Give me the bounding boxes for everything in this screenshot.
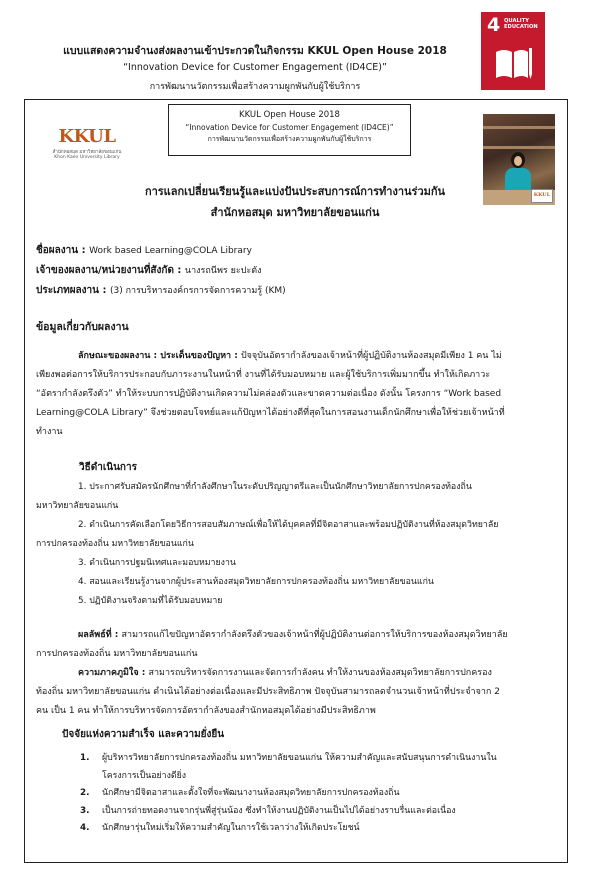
nature-line [36,347,556,366]
section-heading: การแลกเปลี่ยนเรียนรู้และแบ่งปันประสบการณ์การทำงานร่วมกัน [144,185,446,198]
method-item: 2. ดำเนินการคัดเลือกโดยวิธีการสอบสัมภาษณ์เพื่อให้ได้บุคคลที่มีจิตอาสาและพร้อมปฏิบัติงานที่ห้องสมุดวิทยาลัย [78,520,499,530]
owner-row [36,263,261,278]
event-title-line3: การพัฒนานวัตกรรมเพื่อสร้างความผูกพันกับผู้ใช้บริการ [207,135,372,143]
nature-paragraph [36,347,556,442]
info-section-title: ข้อมูลเกี่ยวกับผลงาน [36,321,129,333]
photo-plaque: KKUL [531,189,553,203]
owner-label: เจ้าของผลงาน/หน่วยงานที่สังกัด : [36,265,185,276]
success-item-number: 4. [80,823,90,833]
document-tagline: การพัฒนานวัตกรรมเพื่อสร้างความผูกพันกับผู้ใช้บริการ [149,82,361,92]
nature-line: Learning@COLA Library” จึงช่วยตอบโจทย์และแก้ปัญหาได้อย่างดีที่สุดในการสอนงานเด็กนักศึกษาเพื่อให้ช่วยเจ้าหน้าที่ [36,408,505,418]
success-item-text: นักศึกษามีจิตอาสาและตั้งใจที่จะพัฒนางานห้องสมุดวิทยาลัยการปกครองท้องถิ่น [102,788,400,798]
success-item [80,803,558,821]
pride-text: สามารถบริหารจัดการงานและจัดการกำลังคน ทำให้งานของห้องสมุดวิทยาลัยการปกครอง [148,668,492,678]
method-item-cont: มหาวิทยาลัยขอนแก่น [36,501,119,511]
success-item [80,820,558,838]
success-item-text: เป็นการถ่ายทอดงานจากรุ่นพี่สู่รุ่นน้อง ซึ่งทำให้งานปฏิบัติงานเป็นไปได้อย่างราบรื่นและต่อเนื่อง [102,805,456,816]
success-item [80,750,558,785]
type-label: ประเภทผลงาน : [36,285,110,296]
pride-line: คน เป็น 1 คน ทำให้การบริหารจัดการอัตรากำลังของสำนักหอสมุดได้อย่างมีประสิทธิภาพ [36,706,376,716]
type-row [36,283,286,298]
work-name-row [36,243,252,258]
outcome-line [36,626,556,645]
work-name-value: Work based Learning@COLA Library [89,246,252,256]
outcome-text: สามารถแก้ไขปัญหาอัตรากำลังตรึงตัวของเจ้าหน้าที่ผู้ปฏิบัติงานต่อการให้บริการของห้องสมุดวิทยาลัย [121,630,508,640]
owner-value: นางรถนีพร ยะปะตัง [184,266,262,276]
sdg-label [504,18,538,30]
photo-shelf [483,126,555,129]
success-item-text: นักศึกษารุ่นใหม่เริ่มให้ความสำคัญในการใช้เวลาว่างให้เกิดประโยชน์ [102,823,360,833]
sdg-quality-education-badge [481,12,545,90]
method-item: 1. ประกาศรับสมัครนักศึกษาที่กำลังศึกษาในระดับปริญญาตรีและเป็นนักศึกษาวิทยาลัยการปกครองท้องถิ่น [78,482,472,492]
logo-english-name: Khon Kaen University Library [54,155,120,160]
pride-label: ความภาคภูมิใจ : [78,668,149,678]
pride-line: ท้องถิ่น มหาวิทยาลัยขอนแก่น ดำเนินได้อย่างต่อเนื่องและมีประสิทธิภาพ ปัจจุบันสามารถลดจำนวนเจ้าหน้าที่ประจำจาก 2 [36,687,500,697]
presenter-photo [483,114,555,205]
sdg-label-line2: EDUCATION [504,24,538,30]
method-item: 3. ดำเนินการปฐมนิเทศและมอบหมายงาน [78,558,236,568]
method-list [36,478,556,611]
results-paragraph [36,626,556,721]
logo-mark: KKUL [58,126,116,147]
nature-line: “อัตรากำลังตรึงตัว” ทำให้ระบบการปฏิบัติงานเกิดความไม่คล่องตัวและขาดความต่อเนื่อง ดังนั้น โครงการ “Work based [36,389,502,399]
logo-thai-name: สำนักหอสมุด มหาวิทยาลัยขอนแก่น [52,150,122,155]
method-item-cont: การปกครองท้องถิ่น มหาวิทยาลัยขอนแก่น [36,539,194,549]
method-item: 5. ปฏิบัติงานจริงตามที่ได้รับมอบหมาย [78,596,223,606]
success-item [80,785,558,803]
kkul-logo [52,126,122,160]
event-title-line1: KKUL Open House 2018 [239,110,340,120]
success-item-number: 3. [80,805,90,816]
nature-label: ลักษณะของผลงาน : ประเด็นของปัญหา : [78,351,241,361]
success-list [80,750,558,838]
pride-line [36,664,556,683]
success-item-number: 1. [80,753,90,763]
outcome-line: การปกครองท้องถิ่น มหาวิทยาลัยขอนแก่น [36,649,198,659]
success-title: ปัจจัยแห่งความสำเร็จ และความยั่งยืน [62,729,225,740]
method-title: วิธีดำเนินการ [79,462,137,473]
success-item-number: 2. [80,788,90,798]
nature-line: เพียงพอต่อการให้บริการประกอบกับภาระงานในหน้าที่ งานที่ได้รับมอบหมาย และผู้ใช้บริการเพิ่มมากขึ้น ทำให้เกิดภาวะ [36,370,491,380]
event-title-line2: “Innovation Device for Customer Engagement (ID4CE)” [185,123,394,132]
photo-shelf [483,146,555,149]
document-title: แบบแสดงความจำนงส่งผลงานเข้าประกวดในกิจกรรม KKUL Open House 2018 [63,45,447,57]
nature-text: ปัจจุบันอัตรากำลังของเจ้าหน้าที่ผู้ปฏิบัติงานห้องสมุดมีเพียง 1 คน ไม่ [240,351,502,361]
type-value: (3) การบริหารองค์กรการจัดการความรู้ (KM) [109,286,286,296]
section-heading-org: สำนักหอสมุด มหาวิทยาลัยขอนแก่น [210,206,380,219]
outcome-label: ผลลัพธ์ที่ : [78,630,122,640]
photo-person-face [514,156,522,166]
success-item-text: โครงการเป็นอย่างดียิ่ง [102,770,187,781]
work-name-label: ชื่อผลงาน : [36,245,90,256]
event-title-box [168,104,411,156]
nature-line: ทำงาน [36,427,63,437]
document-subtitle: “Innovation Device for Customer Engagement (ID4CE)” [123,62,387,73]
sdg-number: 4 [487,14,501,36]
open-book-pencil-icon [494,46,534,82]
method-item: 4. สอนและเรียนรู้งานจากผู้ประสานห้องสมุดวิทยาลัยการปกครองท้องถิ่น มหาวิทยาลัยขอนแก่น [78,577,434,587]
sdg-label-line1: QUALITY [504,18,530,24]
success-item-text: ผู้บริหารวิทยาลัยการปกครองท้องถิ่น มหาวิทยาลัยขอนแก่น ให้ความสำคัญและสนับสนุนการดำเนินงานใน [102,753,497,763]
